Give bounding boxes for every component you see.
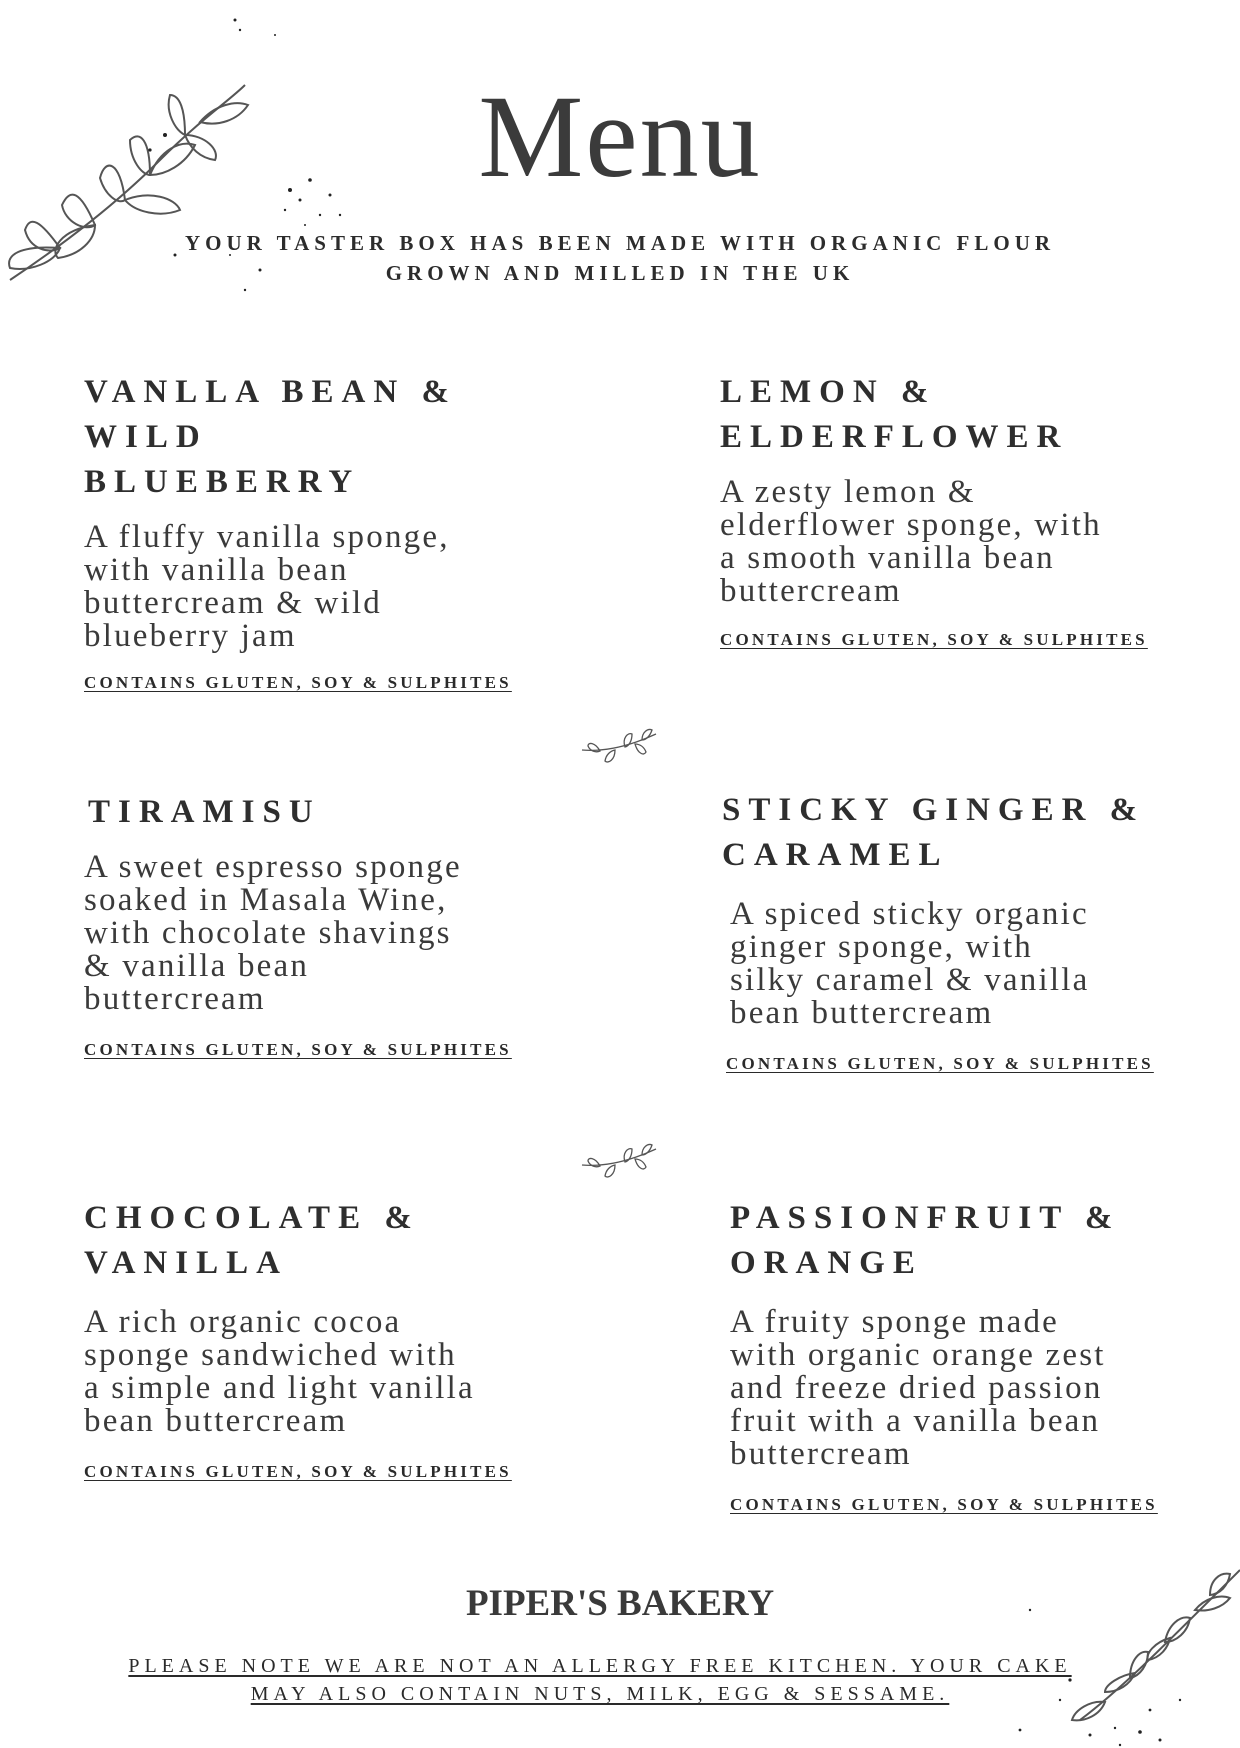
item-name-line: VANILLA [84, 1245, 288, 1281]
bakery-name: PIPER'S BAKERY [465, 1583, 775, 1624]
item-description [730, 898, 1222, 1030]
item-name [84, 370, 604, 505]
item-name [720, 370, 1220, 460]
item-name [88, 790, 608, 835]
item-name-line: STICKY GINGER & [722, 792, 1146, 828]
allergy-disclaimer [120, 1652, 1080, 1708]
allergen-note: CONTAINS GLUTEN, SOY & SULPHITES [726, 1054, 1154, 1073]
subtitle-line-1: YOUR TASTER BOX HAS BEEN MADE WITH ORGANIC FLOUR [184, 231, 1056, 255]
item-desc-line: buttercream & wild [84, 585, 383, 621]
item-desc-line: silky caramel & vanilla [730, 962, 1090, 998]
allergen-note: CONTAINS GLUTEN, SOY & SULPHITES [720, 630, 1148, 649]
item-desc-line: buttercream [730, 1436, 912, 1472]
menu-item-tiramisu [84, 790, 608, 1060]
menu-item-ginger-caramel [722, 788, 1222, 1074]
page-title: Menu [478, 71, 762, 202]
item-name-line: BLUEBERRY [84, 464, 361, 500]
menu-item-vanilla-blueberry [84, 370, 604, 693]
allergen-note: CONTAINS GLUTEN, SOY & SULPHITES [84, 1462, 512, 1481]
item-desc-line: elderflower sponge, with [720, 507, 1102, 543]
item-name-line: LEMON & [720, 374, 937, 410]
item-desc-line: sponge sandwiched with [84, 1337, 457, 1373]
menu-item-lemon-elderflower [720, 370, 1220, 650]
subtitle-line-2: GROWN AND MILLED IN THE UK [385, 261, 855, 285]
menu-item-passionfruit-orange [730, 1196, 1230, 1515]
item-name-line: ELDERFLOWER [720, 419, 1069, 455]
item-desc-line: A zesty lemon & [720, 474, 976, 510]
item-description [84, 1306, 604, 1438]
item-desc-line: and freeze dried passion [730, 1370, 1103, 1406]
item-name-line: VANLLA BEAN & [84, 374, 457, 410]
item-desc-line: soaked in Masala Wine, [84, 882, 448, 918]
item-desc-line: & vanilla bean [84, 948, 310, 984]
item-desc-line: with vanilla bean [84, 552, 349, 588]
menu-item-chocolate-vanilla [84, 1196, 604, 1482]
item-desc-line: A rich organic cocoa [84, 1304, 402, 1340]
item-description [720, 476, 1220, 608]
item-desc-line: bean buttercream [730, 995, 994, 1031]
item-desc-line: buttercream [84, 981, 266, 1017]
item-desc-line: A sweet espresso sponge [84, 849, 462, 885]
item-desc-line: blueberry jam [84, 618, 297, 654]
item-description [84, 521, 604, 653]
item-name [730, 1196, 1230, 1286]
item-description [730, 1306, 1230, 1471]
item-desc-line: a smooth vanilla bean [720, 540, 1055, 576]
item-desc-line: with organic orange zest [730, 1337, 1106, 1373]
item-description [84, 851, 608, 1016]
item-name-line: TIRAMISU [88, 794, 321, 830]
item-desc-line: fruit with a vanilla bean [730, 1403, 1101, 1439]
item-desc-line: with chocolate shavings [84, 915, 452, 951]
item-desc-line: a simple and light vanilla [84, 1370, 475, 1406]
item-desc-line: buttercream [720, 573, 902, 609]
item-desc-line: A spiced sticky organic [730, 896, 1089, 932]
leaf-sprig-icon [580, 728, 660, 768]
item-desc-line: A fluffy vanilla sponge, [84, 519, 450, 555]
item-desc-line: A fruity sponge made [730, 1304, 1060, 1340]
item-desc-line: ginger sponge, with [730, 929, 1034, 965]
allergen-note: CONTAINS GLUTEN, SOY & SULPHITES [730, 1495, 1158, 1514]
item-name-line: CARAMEL [722, 837, 949, 873]
subtitle [180, 228, 1060, 288]
item-name-line: ORANGE [730, 1245, 923, 1281]
disclaimer-line-2: MAY ALSO CONTAIN NUTS, MILK, EGG & SESSAME. [250, 1683, 950, 1705]
allergen-note: CONTAINS GLUTEN, SOY & SULPHITES [84, 673, 512, 692]
item-name-line: CHOCOLATE & [84, 1200, 420, 1236]
leaf-sprig-icon [580, 1143, 660, 1183]
allergen-note: CONTAINS GLUTEN, SOY & SULPHITES [84, 1040, 512, 1059]
item-name [722, 788, 1222, 878]
item-name-line: PASSIONFRUIT & [730, 1200, 1121, 1236]
disclaimer-line-1: PLEASE NOTE WE ARE NOT AN ALLERGY FREE KITCHEN. YOUR CAKE [128, 1655, 1072, 1677]
item-name-line: WILD [84, 419, 208, 455]
leaf-branch-icon [1060, 1550, 1240, 1748]
item-desc-line: bean buttercream [84, 1403, 348, 1439]
item-name [84, 1196, 604, 1286]
